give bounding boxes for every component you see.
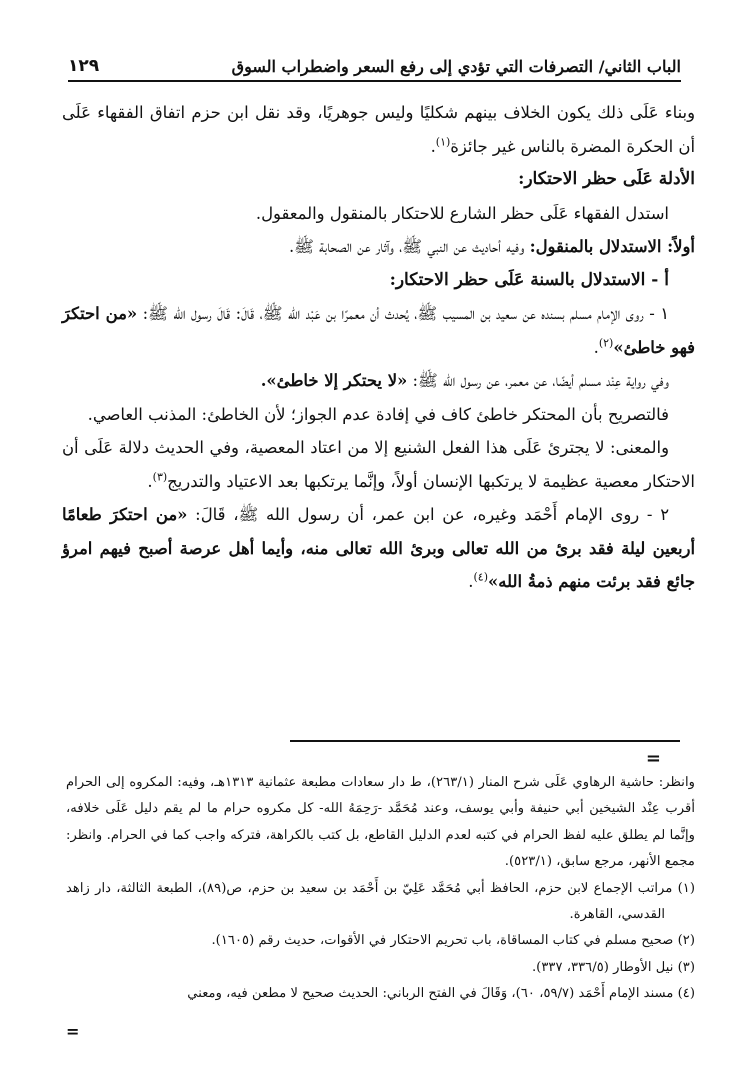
footnotes: [66, 770, 695, 1008]
paragraph-hadith-variant: وفي رواية عِنْد مسلم أيضًا، عن معمر، عن رسول الله ﷺ: «لا يحتكر إلا خاطئ».: [260, 371, 669, 390]
continuation-mark-bottom: =: [66, 1022, 80, 1041]
page-header: [68, 52, 681, 82]
paragraph-meaning: والمعنى: لا يجترئ عَلَى هذا الفعل الشنيع إلا من اعتاد المعصية، وفي الحديث دلالة عَلَى أن الاحتكار معصية عظيمة لا يرتكبها الإنسان أولاً، وإنَّما يرتكبها بعد الاعتياد والتدريج$^{(٣)}$.: [62, 438, 695, 491]
heading-evidence: الأدلة عَلَى حظر الاحتكار:: [518, 169, 695, 189]
paragraph-hadith-1: ١ - روى الإمام مسلم بسنده عن سعيد بن المسيب ﷺ، يُحدث أن معمرًا بن عَبْد الله ﷺ، قَالَ: قَالَ رسول الله ﷺ: «من احتكرَ فهو خاطئ»$^{(٢)}$.: [62, 304, 695, 357]
footnote-4: (٤) مسند الإمام أَحْمَد (٥٩/٧، ٦٠)، وَقَالَ في الفتح الرباني: الحديث صحيح لا مطعن فيه، ومعني: [187, 986, 695, 1002]
footnote-ref-3: (٣): [152, 470, 168, 484]
paragraph-first-transmitted: أولاً: الاستدلال بالمنقول: وفيه أحاديث عن النبي ﷺ، وآثار عن الصحابة ﷺ.: [288, 237, 695, 256]
footnote-continued: وانظر: حاشية الرهاوي عَلَى شرح المنار (٢٦٣/١)، ط دار سعادات مطبعة عثمانية ١٣١٣هـ، وفيه: المكروه إلى الحرام أقرب عِنْد الشيخين أبي حنيفة وأبي يوسف، وعند مُحَمَّد -رَحِمَهُ الله- كل مكروه حرام ما لم يقم دليل عَلَى خلافه، وإنَّما لم يطلق عليه لفظ الحرام في كتبه لعدم الدليل القاطع، بل كتب بالكراهة، فتركه واجب كما في الحرام. وانظر: مجمع الأنهر، مرجع سابق، (٥٢٣/١).: [66, 775, 696, 870]
page-number: ١٢٩: [68, 56, 100, 76]
hadith-quote-variant: «لا يحتكر إلا خاطئ».: [260, 371, 408, 390]
footnote-1: (١) مراتب الإجماع لابن حزم، الحافظ أبي مُحَمَّد عَلِيّ بن أَحْمَد بن سعيد بن حزم، ص(٨٩)، الطبعة الثالثة، دار زاهد القدسي، القاهرة.: [66, 880, 695, 923]
chapter-title: الباب الثاني/ التصرفات التي تؤدي إلى رفع السعر واضطراب السوق: [231, 57, 681, 76]
paragraph-explanation: فالتصريح بأن المحتكر خاطئ كاف في إفادة عدم الجواز؛ لأن الخاطئ: المذنب العاصي.: [87, 404, 669, 424]
footnote-ref-2: (٢): [598, 336, 614, 350]
footnote-2: (٢) صحيح مسلم في كتاب المساقاة، باب تحريم الاحتكار في الأقوات، حديث رقم (١٦٠٥).: [211, 933, 695, 949]
main-text: [62, 96, 695, 599]
footnote-ref-4: (٤): [473, 570, 488, 584]
paragraph-hadith-2: ٢ - روى الإمام أَحْمَد وغيره، عن ابن عمر، أن رسول الله ﷺ، قَالَ: «من احتكرَ طعامًا أربعين ليلة فقد برئ من الله تعالى وبرئ الله تعالى منه، وأيما أهل عرصة أصبح فيهم امرؤ جائع فقد برئت منهم ذمةُ الله»$^{(٤)}$.: [62, 505, 695, 591]
footnote-divider: [290, 740, 680, 742]
hadith-quote-1: «من احتكرَ فهو خاطئ»: [62, 304, 695, 357]
paragraph-evidence-intro: استدل الفقهاء عَلَى حظر الشارع للاحتكار بالمنقول والمعقول.: [255, 203, 669, 223]
heading-sunnah: أ - الاستدلال بالسنة عَلَى حظر الاحتكار:: [389, 269, 669, 290]
footnote-ref-1: (١): [435, 135, 451, 149]
continuation-mark: =: [645, 748, 661, 769]
paragraph-intro: وبناء عَلَى ذلك يكون الخلاف بينهم شكليًا وليس جوهريًا، وقد نقل ابن حزم اتفاق الفقهاء عَلَى أن الحكرة المضرة بالناس غير جائزة$^{(١)}$.: [62, 103, 695, 156]
footnote-3: (٣) نيل الأوطار (٣٣٦/٥، ٣٣٧).: [531, 959, 695, 975]
hadith-quote-2: «من احتكرَ طعامًا أربعين ليلة فقد برئ من الله تعالى وبرئ الله تعالى منه، وأيما أهل عرصة أصبح فيهم امرؤ جائع فقد برئت منهم ذمةُ الله»: [62, 505, 695, 591]
